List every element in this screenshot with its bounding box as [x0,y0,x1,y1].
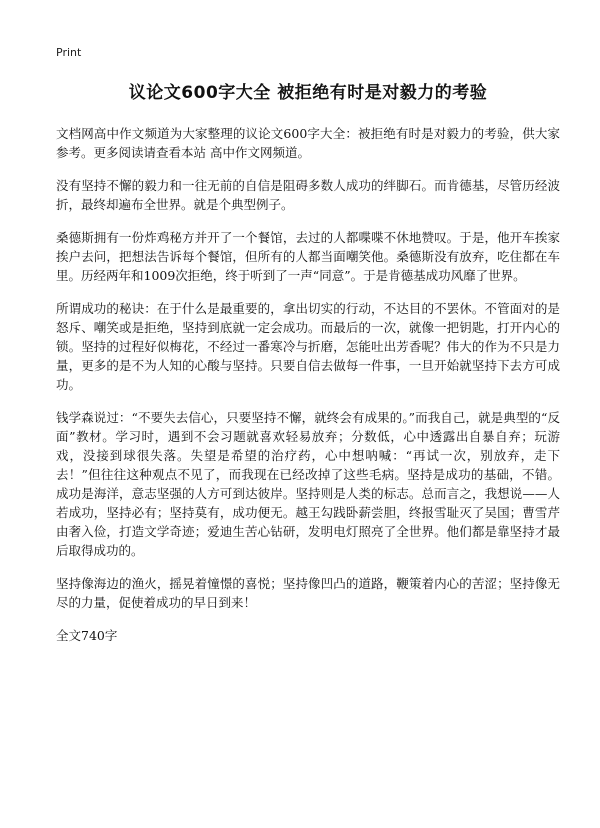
paragraph: 没有坚持不懈的毅力和一往无前的自信是阻碍多数人成功的绊脚石。而肯德基，尽管历经波折，最终却遍布全世界。就是个典型例子。 [56,178,560,212]
paragraph-intro: 文档网高中作文频道为大家整理的议论文600字大全：被拒绝有时是对毅力的考验，供大家参考。更多阅读请查看本站 高中作文网频道。 [56,126,560,160]
document-title: 议论文600字大全 被拒绝有时是对毅力的考验 [128,83,488,103]
paragraph: 坚持像海边的渔火，摇晃着憧憬的喜悦；坚持像凹凸的道路，鞭策着内心的苦涩；坚持像无尽的力量，促使着成功的早日到来！ [56,576,560,610]
paragraph: 钱学森说过：“不要失去信心，只要坚持不懈，就终会有成果的。”而我自己，就是典型的“反面”教材。学习时，遇到不会习题就喜欢轻易放弃；分数低，心中透露出自暴自弃；玩游戏，没接到球很失落。失望是希望的治疗药，心中想呐喊：“再试一次，别放弃，走下去！”但往往这种观点不见了，而我现在已经改掉了这些毛病。坚持是成功的基础，不错。成功是海洋，意志坚强的人方可到达彼岸。坚持则是人类的标志。总而言之，我想说——人若成功，坚持必有；坚持莫有，成功便无。越王勾践卧薪尝胆，终报雪耻灭了吴国；曹雪芹由奢入俭，打造文学奇迹；爱迪生苦心钻研，发明电灯照亮了全世界。他们都是靠坚持才最后取得成功的。 [56,410,560,558]
document-body [56,124,560,612]
word-count: 全文740字 [56,628,118,643]
print-label[interactable]: Print [56,46,82,59]
paragraph: 桑德斯拥有一份炸鸡秘方并开了一个餐馆，去过的人都喋喋不休地赞叹。于是，他开车挨家挨户去问，把想法告诉每个餐馆，但所有的人都当面嘲笑他。桑德斯没有放弃，吃住都在车里。历经两年和1009次拒绝，终于听到了一声“同意”。于是肯德基成功风靡了世界。 [56,230,560,283]
paragraph: 所谓成功的秘诀：在于什么是最重要的，拿出切实的行动，不达目的不罢休。不管面对的是怒斥、嘲笑或是拒绝，坚持到底就一定会成功。而最后的一次，就像一把钥匙，打开内心的锁。坚持的过程好似梅花，不经过一番寒冷与折磨，怎能吐出芳香呢？伟大的作为不只是力量，更多的是不为人知的心酸与坚持。只要自信去做每一件事，一旦开始就坚持下去方可成功。 [56,301,560,392]
